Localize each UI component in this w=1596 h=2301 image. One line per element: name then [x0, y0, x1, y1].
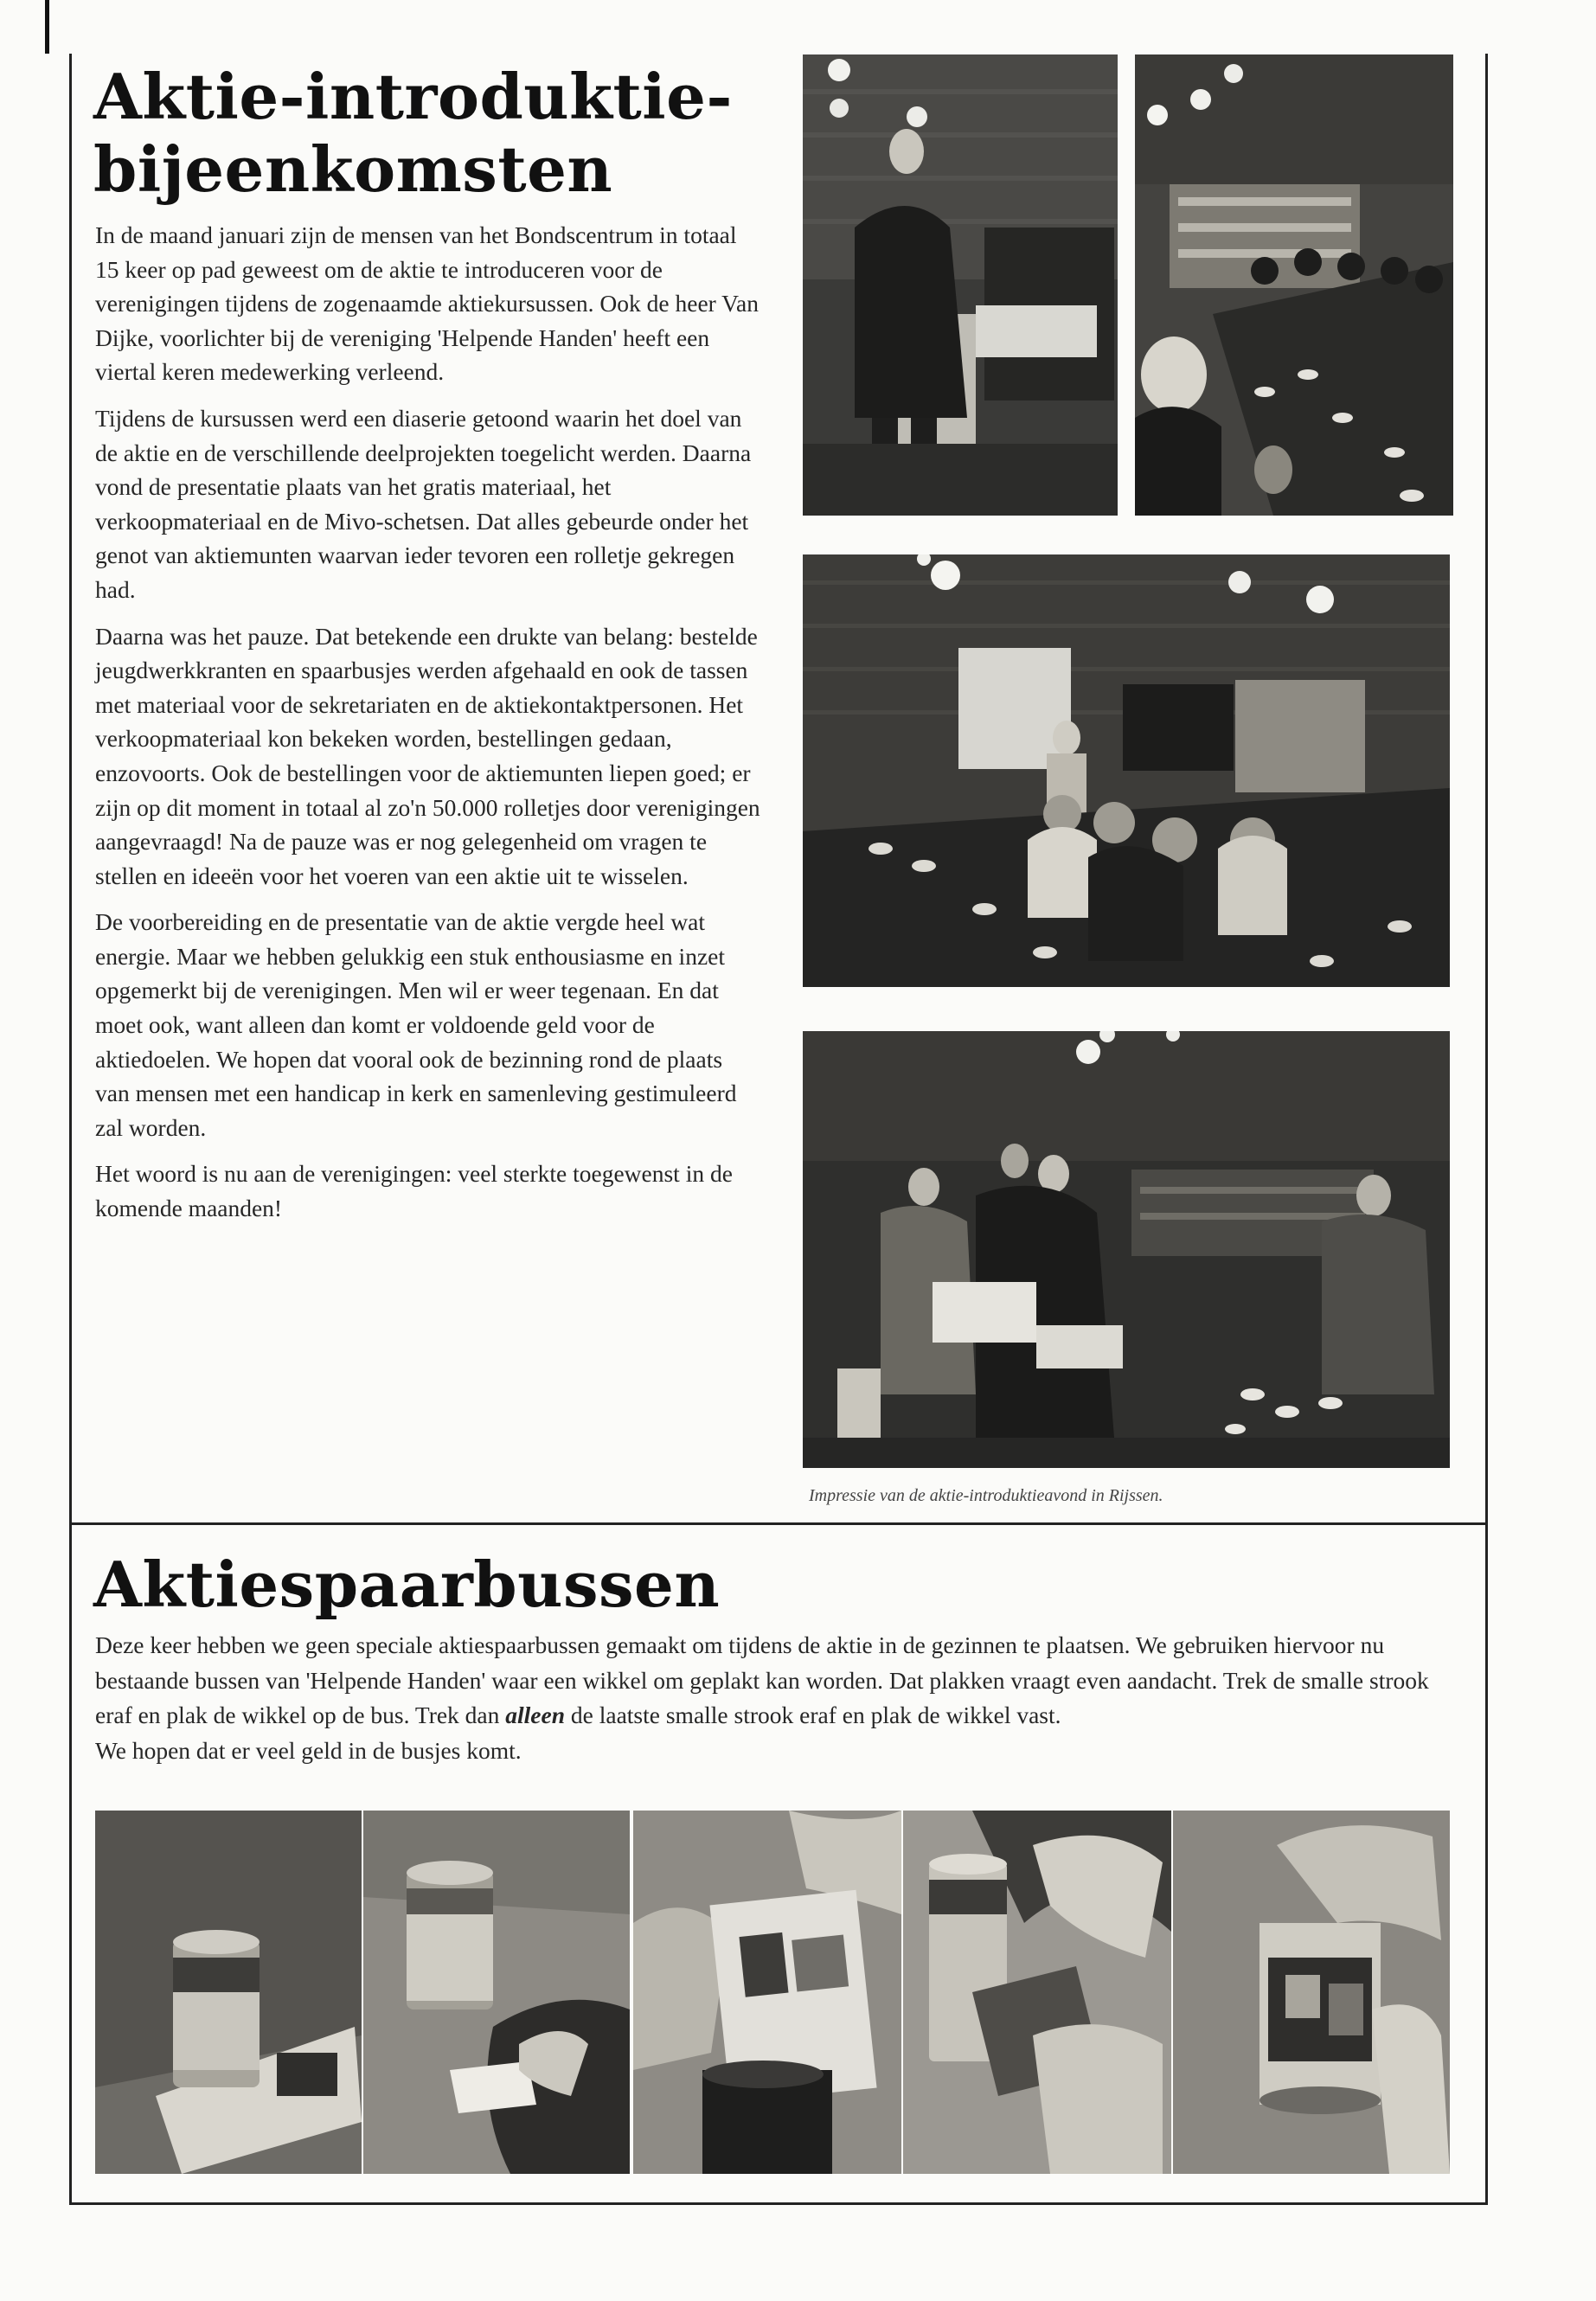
frame-bottom-rule — [69, 2202, 1488, 2205]
frame-left-rule — [69, 54, 72, 2204]
photo-step-1 — [95, 1811, 362, 2174]
photo-step-5 — [1173, 1811, 1450, 2174]
article2-text-before: Deze keer hebben we geen speciale aktiespaarbussen gemaakt om tijdens de aktie in de gezinnen te plaatsen. We gebruiken hiervoor nu bestaande bussen van 'Helpende Handen' waar een wikkel om geplakt kan worden. Dat plakken vraagt even aandacht. Trek de smalle strook eraf en plak de wikkel op de bus. Trek dan — [95, 1631, 1429, 1728]
scan-edge-mark — [45, 0, 49, 54]
article2-body — [95, 1628, 1445, 1768]
article1-paragraph: Tijdens de kursussen werd een diaserie getoond waarin het doel van de aktie en de verschillende deelprojekten toegelicht werden. Daarna vond de presentatie plaats van het gratis materiaal, het verkoopmateriaal en de Mivo-schetsen. Dat alles gebeurde onder het genot van aktiemunten waarvan ieder tevoren een rolletje gekregen had. — [95, 404, 752, 603]
article2-paragraph — [95, 1628, 1445, 1734]
article1-title — [93, 61, 733, 206]
article1-paragraph: Het woord is nu aan de verenigingen: veel sterkte toegewenst in de komende maanden! — [95, 1160, 733, 1222]
photo-caption: Impressie van de aktie-introduktieavond in Rijssen. — [809, 1486, 1163, 1505]
article1-paragraph: De voorbereiding en de presentatie van de aktie vergde heel wat energie. Maar we hebben gelukkig een stuk enthousiasme en inzet opgemerkt bij de verenigingen. Men wil er weer tegenaan. En dat moet ook, want alleen dan komt er voldoende geld voor de aktiedoelen. We hopen dat vooral ook de bezinning rond de plaats van mensen met een handicap in kerk en samenleving gestimuleerd zal worden. — [95, 908, 737, 1141]
photo-audience-at-tables — [1135, 54, 1453, 516]
article2-emphasis: alleen — [505, 1702, 566, 1728]
photo-step-3 — [633, 1811, 901, 2174]
frame-right-rule — [1485, 54, 1488, 2204]
article1-paragraph: In de maand januari zijn de mensen van het Bondscentrum in totaal 15 keer op pad geweest om de aktie te introduceren voor de verenigingen tijdens de zogenaamde aktiekursussen. Ook de heer Van Dijke, voorlichter bij de vereniging 'Helpende Handen' heeft een viertal keren medewerking verleend. — [95, 221, 759, 386]
article1-paragraph: Daarna was het pauze. Dat betekende een drukte van belang: bestelde jeugdwerkkranten en spaarbusjes werden afgehaald en ook de tassen met materiaal voor de sekretariaten en de aktiekontaktpersonen. Het verkoopmateriaal kon bekeken worden, bestellingen gedaan, enzovoorts. Ook de bestellingen voor de aktiemunten liepen goed; er zijn op dit moment in totaal al zo'n 50.000 rolletjes door verenigingen aangevraagd! Na de pauze was er nog gelegenheid om vragen te stellen en ideeën voor het voeren van een aktie uit te wisselen. — [95, 622, 760, 889]
article1-title-line1: Aktie-introduktie- — [93, 60, 733, 133]
photo-pause-crowd — [803, 1031, 1450, 1468]
photo-step-2 — [363, 1811, 630, 2174]
article1-title-line2: bijeenkomsten — [93, 132, 613, 206]
article2-closing: We hopen dat er veel geld in de busjes komt. — [95, 1736, 522, 1764]
article2-text-after: de laatste smalle strook eraf en plak de wikkel vast. — [565, 1702, 1061, 1728]
article2-title: Aktiespaarbussen — [93, 1548, 721, 1621]
photo-slide-presentation — [803, 554, 1450, 987]
photo-speaker-at-lectern — [803, 54, 1118, 516]
photo-step-4 — [903, 1811, 1171, 2174]
article1-body — [95, 218, 761, 1238]
section-divider — [69, 1522, 1488, 1525]
